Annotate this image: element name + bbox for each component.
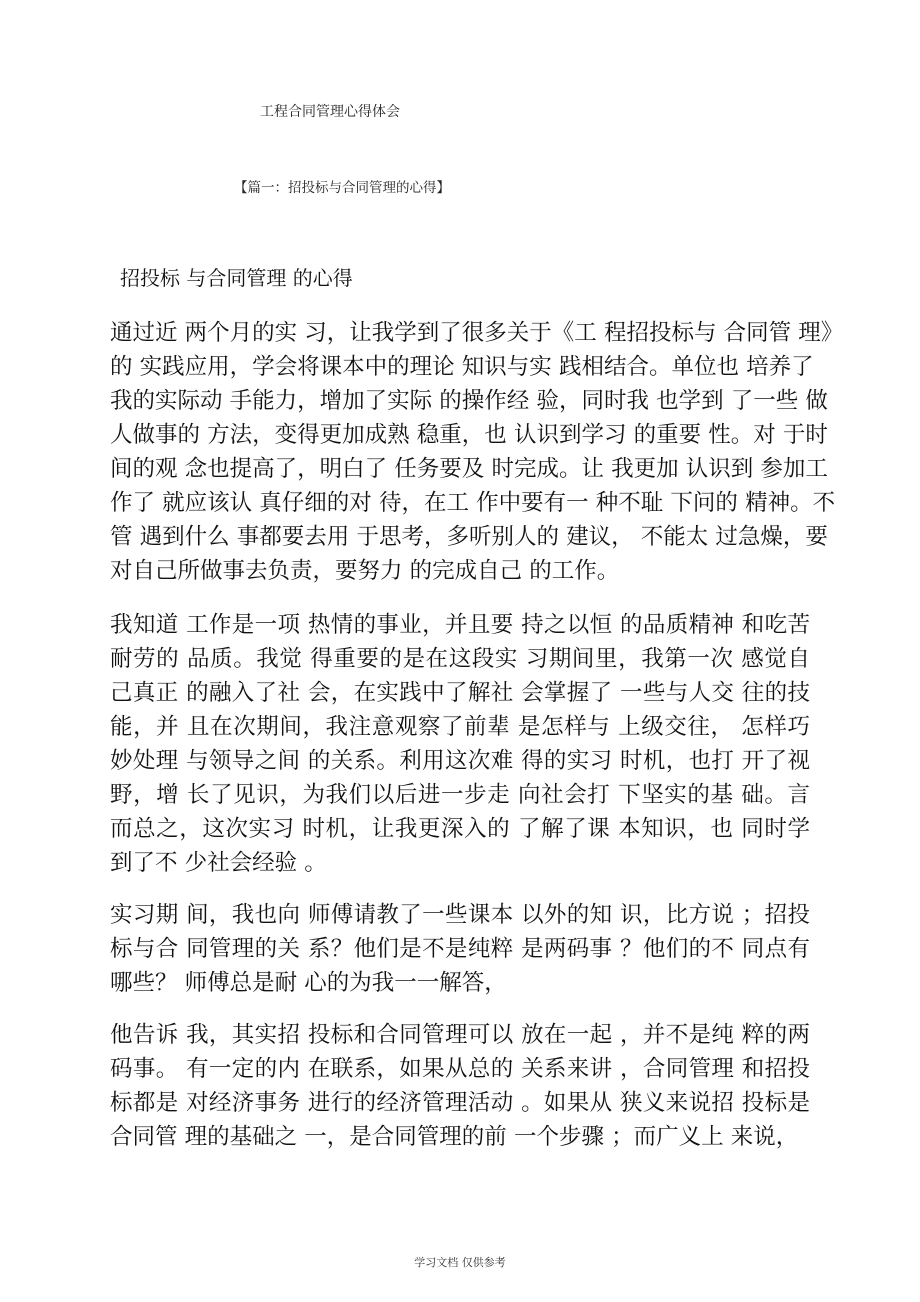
paragraph-line: 而总之，这次实习 时机，让我更深入的 了解了课 本知识，也 同时学 xyxy=(110,816,810,842)
paragraph-line: 到了不 少社会经验 。 xyxy=(110,850,327,876)
paragraph-line: 妙处理 与领导之间 的关系。利用这次难 得的实习 时机，也打 开了视 xyxy=(110,748,810,774)
paragraph-line: 码事。 有一定的内 在联系，如果从总的 关系来讲 ，合同管理 和招投 xyxy=(110,1056,810,1082)
document-subtitle: 【篇一：招投标与合同管理的心得】 xyxy=(234,180,450,196)
paragraph-line: 人做事的 方法，变得更加成熟 稳重，也 认识到学习 的重要 性。对 于时 xyxy=(110,422,828,448)
paragraph-3 xyxy=(110,898,810,1000)
paragraph-line: 标都是 对经济事务 进行的经济管理活动 。如果从 狭义来说招 投标是 xyxy=(110,1090,810,1116)
paragraph-line: 野，增 长了见识，为我们以后进一步走 向社会打 下坚实的基 础。言 xyxy=(110,782,810,808)
paragraph-2 xyxy=(110,608,810,880)
paragraph-line: 间的观 念也提高了，明白了 任务要及 时完成。让 我更加 认识到 参加工 xyxy=(110,456,828,482)
paragraph-line: 能，并 且在次期间，我注意观察了前辈 是怎样与 上级交往， 怎样巧 xyxy=(110,714,810,740)
paragraph-line: 合同管 理的基础之 一，是合同管理的前 一个步骤 ；而广义上 来说， xyxy=(110,1124,799,1150)
paragraph-line: 他告诉 我，其实招 投标和合同管理可以 放在一起 ，并不是纯 粹的两 xyxy=(110,1022,810,1048)
paragraph-line: 耐劳的 品质。我觉 得重要的是在这段实 习期间里，我第一次 感觉自 xyxy=(110,646,810,672)
paragraph-line: 管 遇到什么 事都要去用 于思考，多听别人的 建议， 不能太 过急燥，要 xyxy=(110,524,828,550)
paragraph-line: 的 实践应用，学会将课本中的理论 知识与实 践相结合。单位也 培养了 xyxy=(110,354,814,380)
paragraph-line: 己真正 的融入了社 会，在实践中了解社 会掌握了 一些与人交 往的技 xyxy=(110,680,810,706)
paragraph-line: 标与合 同管理的关 系？他们是不是纯粹 是两码事 ？他们的不 同点有 xyxy=(110,936,810,962)
paragraph-1 xyxy=(110,316,844,588)
paragraph-line: 我知道 工作是一项 热情的事业，并且要 持之以恒 的品质精神 和吃苦 xyxy=(110,612,810,638)
section-heading: 招投标 与合同管理 的心得 xyxy=(120,266,353,290)
paragraph-line: 通过近 两个月的实 习，让我学到了很多关于《工 程招投标与 合同管 理》 xyxy=(110,320,844,346)
document-title: 工程合同管理心得体会 xyxy=(260,104,400,120)
paragraph-line: 对自己所做事去负责，要努力 的完成自己 的工作。 xyxy=(110,558,620,584)
paragraph-line: 我的实际动 手能力，增加了实际 的操作经 验，同时我 也学到 了一些 做 xyxy=(110,388,828,414)
paragraph-4 xyxy=(110,1018,810,1154)
paragraph-line: 实习期 间，我也向 师傅请教了一些课本 以外的知 识，比方说 ；招投 xyxy=(110,902,810,928)
paragraph-line: 作了 就应该认 真仔细的对 待，在工 作中要有一 种不耻 下问的 精神。不 xyxy=(110,490,836,516)
page-footer: 学习文档 仅供参考 xyxy=(414,1256,506,1269)
paragraph-line: 哪些？ 师傅总是耐 心的为我一一解答， xyxy=(110,970,507,996)
